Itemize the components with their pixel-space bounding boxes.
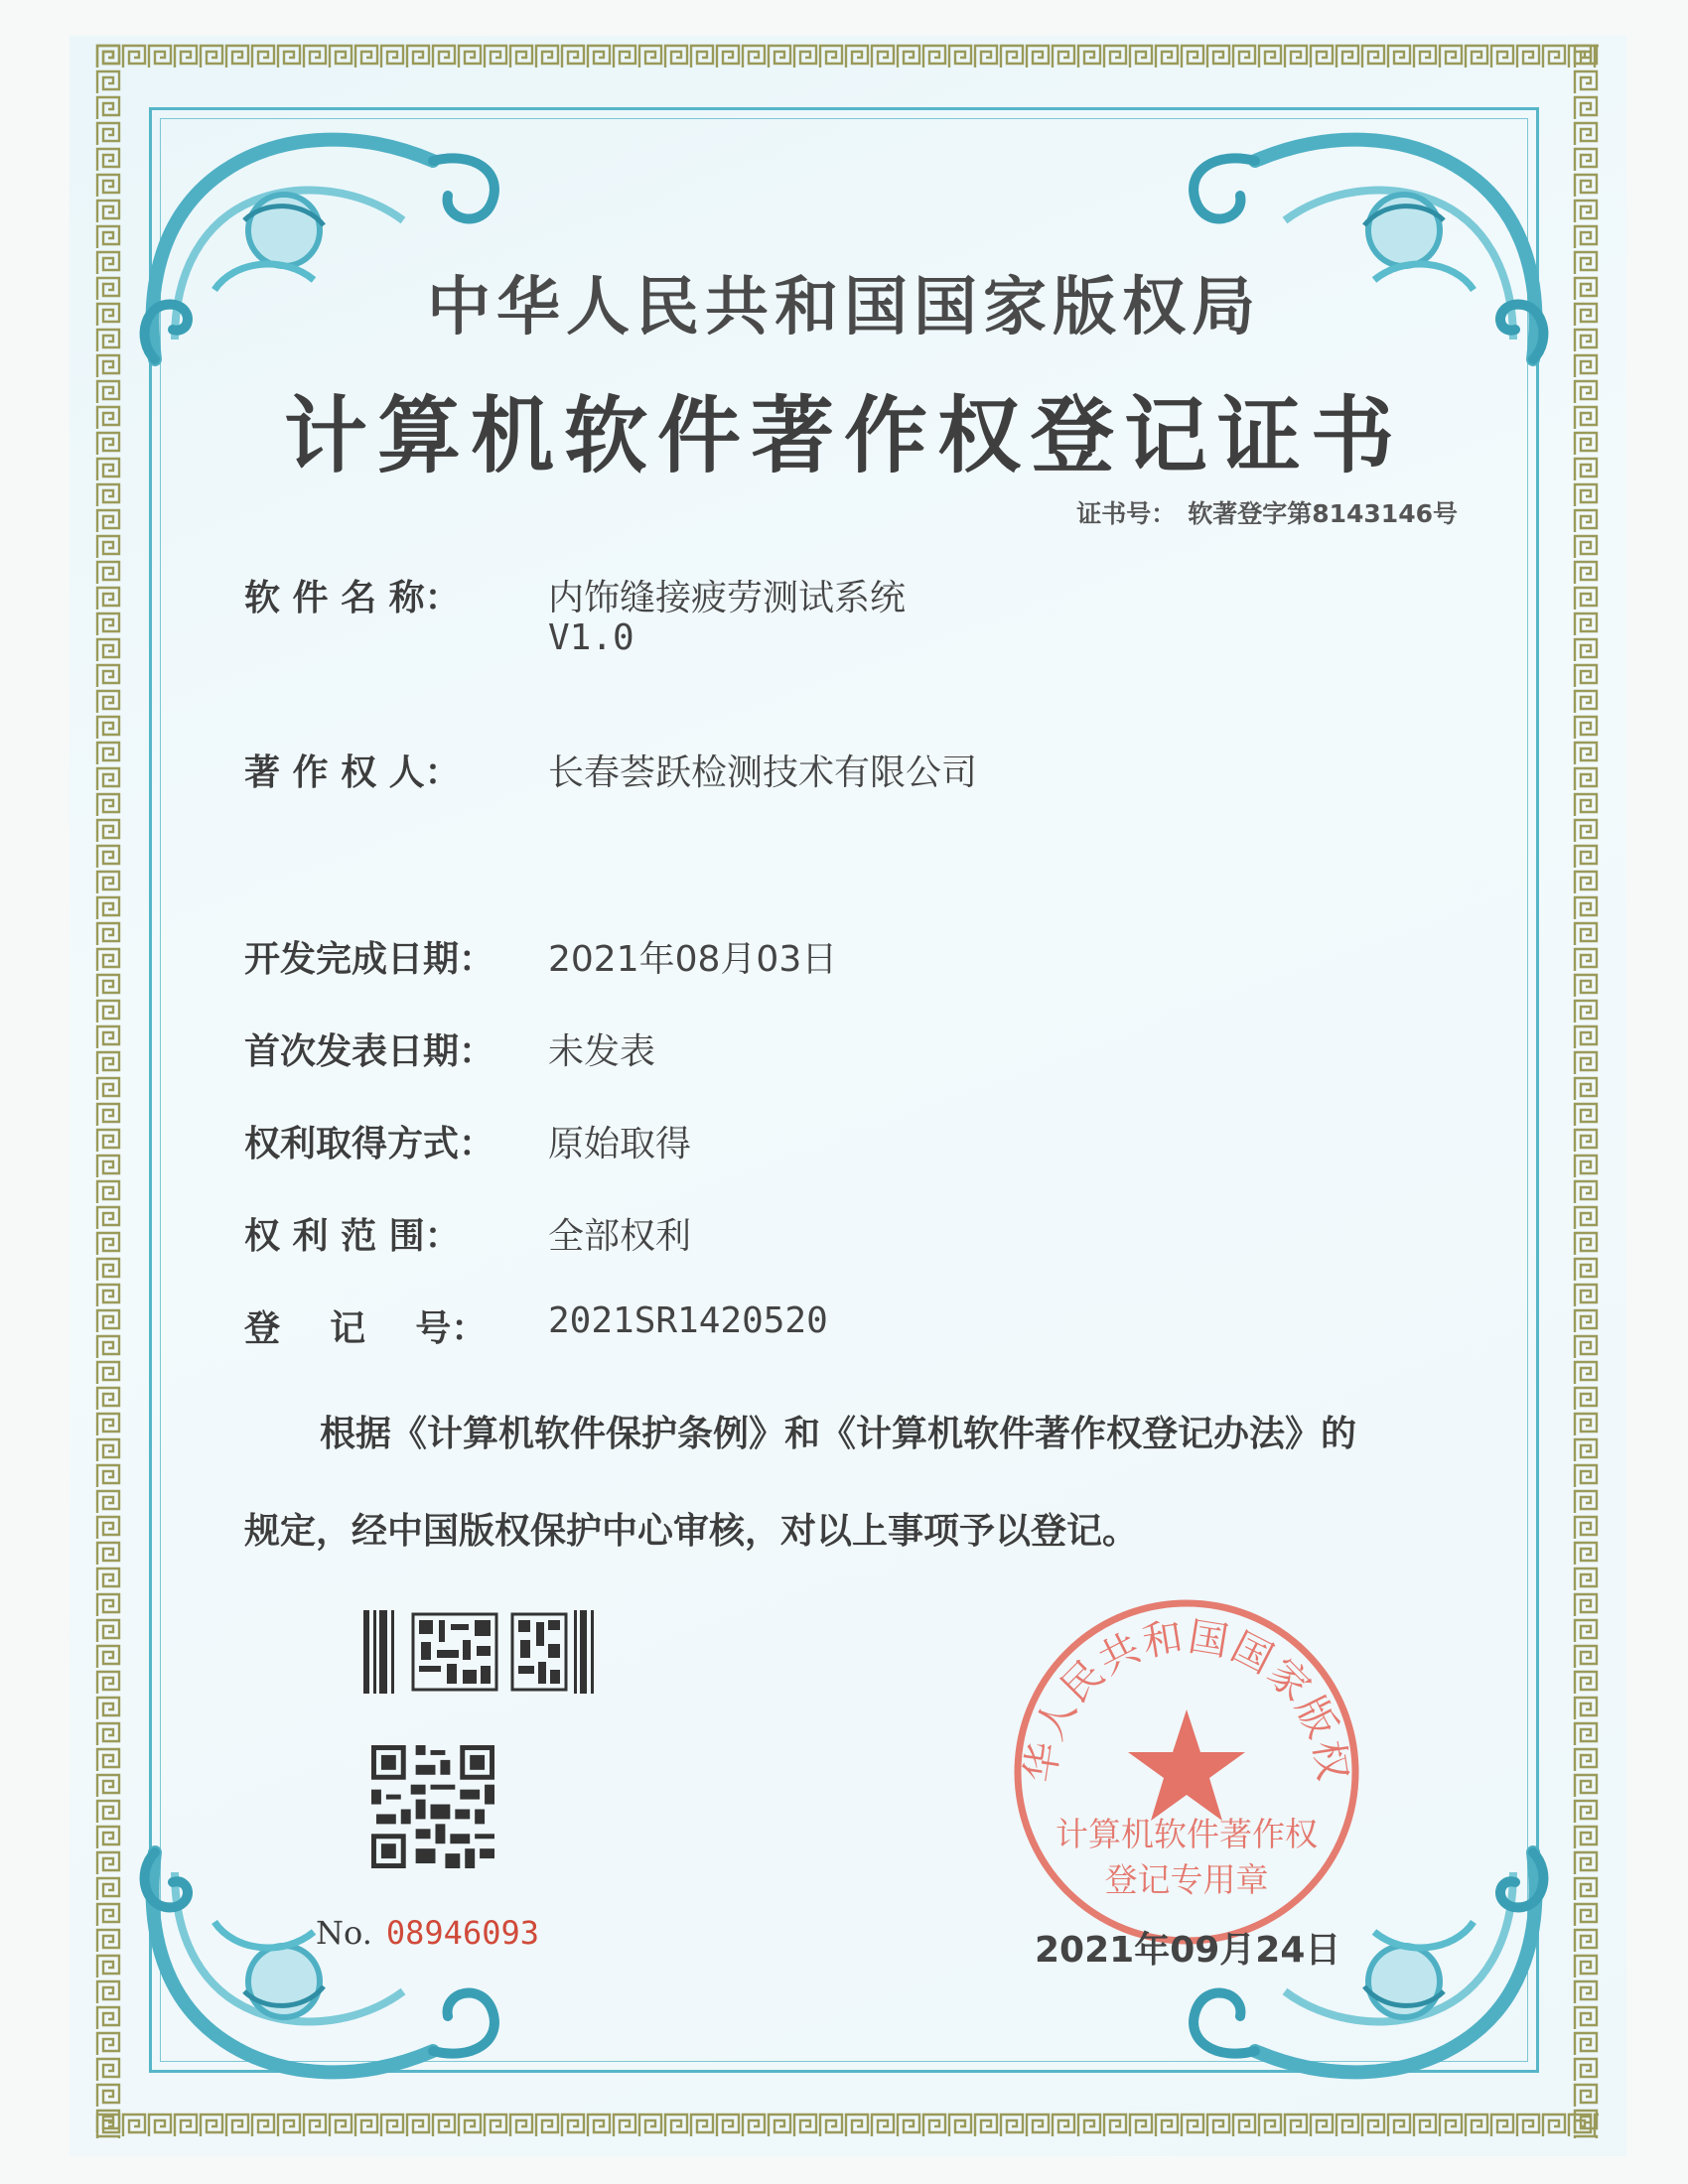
seal-line-1: 计算机软件著作权: [1055, 1815, 1318, 1853]
issue-date: 2021年09月24日: [1035, 1930, 1341, 1971]
qr-code-icon: [371, 1745, 494, 1868]
owner-label: 著 作 权 人：: [244, 752, 461, 793]
seal-line-2: 登记专用章: [1104, 1860, 1269, 1899]
registration-number-label: 登 记 号：: [244, 1308, 488, 1349]
serial-number-value: 08946093: [385, 1914, 539, 1952]
greek-border-top: [95, 44, 1599, 69]
scope-label: 权 利 范 围：: [244, 1216, 461, 1257]
corner-ornament-bottom-left: [135, 1833, 512, 2120]
completion-date-value: 2021年08月03日: [548, 939, 838, 980]
acquisition-label: 权利取得方式：: [244, 1124, 495, 1164]
statement-line-1: 根据《计算机软件保护条例》和《计算机软件著作权登记办法》的: [320, 1414, 1357, 1454]
registration-statement: [244, 1386, 1495, 1580]
software-version-value: V1.0: [548, 617, 634, 658]
acquisition-value: 原始取得: [548, 1124, 692, 1164]
greek-border-left: [95, 44, 121, 2138]
certificate-number-label: 证书号：: [1076, 499, 1177, 528]
seal-ring-text: 华人民共和国国家版权: [1017, 1613, 1356, 1786]
owner-value: 长春荟跃检测技术有限公司: [548, 752, 978, 793]
serial-number: [316, 1914, 539, 1952]
certificate-number-value: 软著登字第8143146号: [1188, 499, 1458, 528]
certificate-number: [1076, 494, 1458, 530]
scope-value: 全部权利: [548, 1216, 692, 1257]
serial-number-label: No.: [316, 1914, 372, 1952]
registration-number-value: 2021SR1420520: [548, 1300, 828, 1341]
certificate-title: 计算机软件著作权登记证书: [283, 386, 1404, 484]
software-name-label: 软 件 名 称：: [244, 578, 461, 618]
statement-line-2: 规定，经中国版权保护中心审核，对以上事项予以登记。: [244, 1511, 1139, 1552]
barcode-icon: [363, 1610, 598, 1694]
first-publish-label: 首次发表日期：: [244, 1031, 495, 1072]
completion-date-label: 开发完成日期：: [244, 939, 495, 980]
first-publish-value: 未发表: [548, 1031, 656, 1072]
greek-border-right: [1573, 44, 1599, 2138]
software-name-value: 内饰缝接疲劳测试系统: [548, 578, 907, 618]
issuing-agency: 中华人民共和国国家版权局: [427, 270, 1261, 344]
